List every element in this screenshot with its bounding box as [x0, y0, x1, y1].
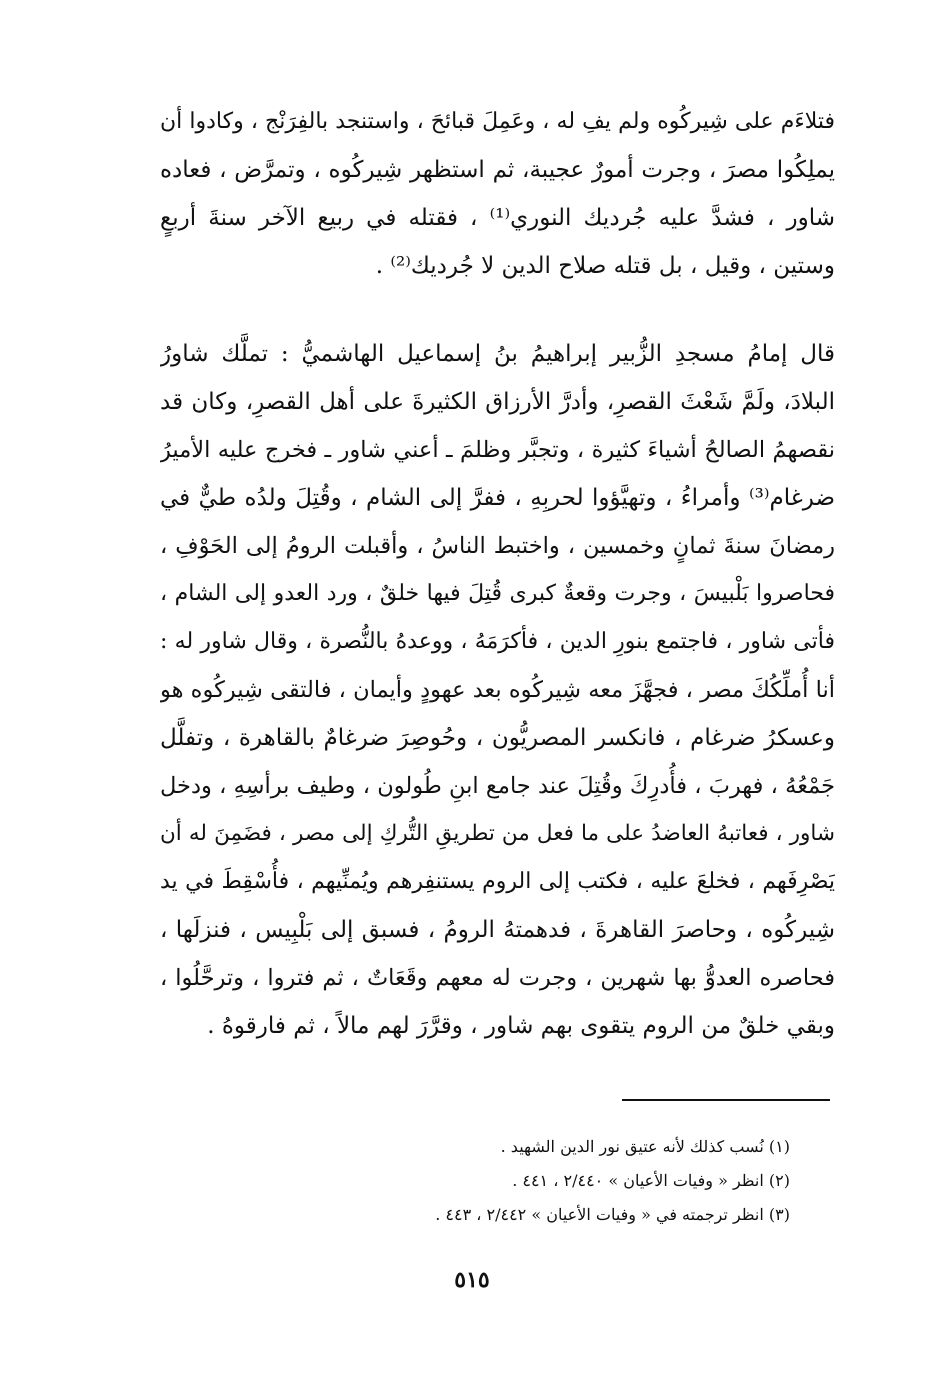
text-line: شِيركُوه ، وحاصرَ القاهرةَ ، فدهمتهُ الرومُ ، فسبق إلى بَلْبِيس ، فنزلَها ،	[160, 917, 835, 943]
paragraph-1	[160, 98, 835, 290]
text-line: فتلاءَم على شِيركُوه ولم يفِ له ، وعَمِلَ قبائحَ ، واستنجد بالفِرَنْج ، وكادوا أن	[160, 109, 835, 134]
footnote-2: (٢) انظر « وفيات الأعيان » ٢/٤٤٠ ، ٤٤١ .	[512, 1171, 790, 1190]
text-line: شاور ، فشدَّ عليه جُرديك النوري⁽¹⁾ ، فقتله في ربيع الآخر سنةَ أربعٍ	[160, 205, 835, 231]
text-line: ضرغام⁽³⁾ وأمراءُ ، وتهيَّؤوا لحربِهِ ، ففرَّ إلى الشام ، وقُتِلَ ولدُه طيٌّ في	[160, 485, 835, 511]
text-line: أنا أُملِّكُكَ مصر ، فجهَّزَ معه شِيركُوه بعد عهودٍ وأيمان ، فالتقى شِيركُوه هو	[160, 677, 835, 703]
page-number: ٥١٥	[454, 1267, 490, 1293]
text-line: جَمْعُهُ ، فهربَ ، فأُدرِكَ وقُتِلَ عند جامع ابنِ طُولون ، وطيف برأسِهِ ، ودخل	[160, 773, 835, 799]
text-line: رمضانَ سنةَ ثمانٍ وخمسين ، واختبط الناسُ ، وأقبلت الرومُ إلى الحَوْفِ ،	[160, 533, 835, 559]
text-line: يملِكُوا مصرَ ، وجرت أمورٌ عجيبة، ثم استظهر شِيركُوه ، وتمرَّض ، فعاده	[160, 157, 835, 183]
footnote-1: (١) نُسب كذلك لأنه عتيق نور الدين الشهيد .	[500, 1137, 790, 1156]
footnote-divider	[622, 1099, 830, 1101]
text-line: وعسكرُ ضرغام ، فانكسر المصريُّون ، وحُوصِرَ ضرغامٌ بالقاهرة ، وتفلَّل	[160, 725, 835, 751]
text-line: يَصْرِفَهم ، فخلعَ عليه ، فكتب إلى الروم يستنفِرهم ويُمنِّيهم ، فأُسْقِطَ في يد	[160, 869, 835, 894]
text-line: فحاصره العدوُّ بها شهرين ، وجرت له معهم وقَعَاتٌ ، ثم فتروا ، وترحَّلُوا ،	[160, 965, 835, 991]
text-line: قال إمامُ مسجدِ الزُّبير إبراهيمُ بنُ إسماعيل الهاشميُّ : تملَّك شاورُ	[160, 341, 835, 367]
text-line: وستين ، وقيل ، بل قتله صلاح الدين لا جُرديك⁽²⁾ .	[375, 253, 835, 279]
text-line: فحاصروا بَلْبيسَ ، وجرت وقعةٌ كبرى قُتِلَ فيها خلقٌ ، ورد العدو إلى الشام ،	[160, 581, 835, 606]
footnotes	[300, 1130, 790, 1232]
text-line: نقصهمُ الصالحُ أشياءَ كثيرة ، وتجبَّر وظلمَ ـ أعني شاور ـ فخرج عليه الأميرُ	[160, 437, 835, 463]
text-line: وبقي خلقٌ من الروم يتقوى بهم شاور ، وقرَّرَ لهم مالاً ، ثم فارقوهُ .	[207, 1013, 835, 1039]
text-line: شاور ، فعاتبهُ العاضدُ على ما فعل من تطريقِ التُّركِ إلى مصر ، فضَمِنَ له أن	[160, 821, 835, 846]
paragraph-2	[160, 330, 835, 1050]
text-line: فأتى شاور ، فاجتمع بنورِ الدين ، فأكرَمَهُ ، ووعدهُ بالنُّصرة ، وقال شاور له :	[160, 629, 835, 654]
footnote-3: (٣) انظر ترجمته في « وفيات الأعيان » ٢/٤٤٢ ، ٤٤٣ .	[435, 1205, 790, 1224]
text-line: البلادَ، ولَمَّ شَعْثَ القصرِ، وأدرَّ الأرزاق الكثيرةَ على أهل القصرِ، وكان قد	[160, 389, 835, 415]
